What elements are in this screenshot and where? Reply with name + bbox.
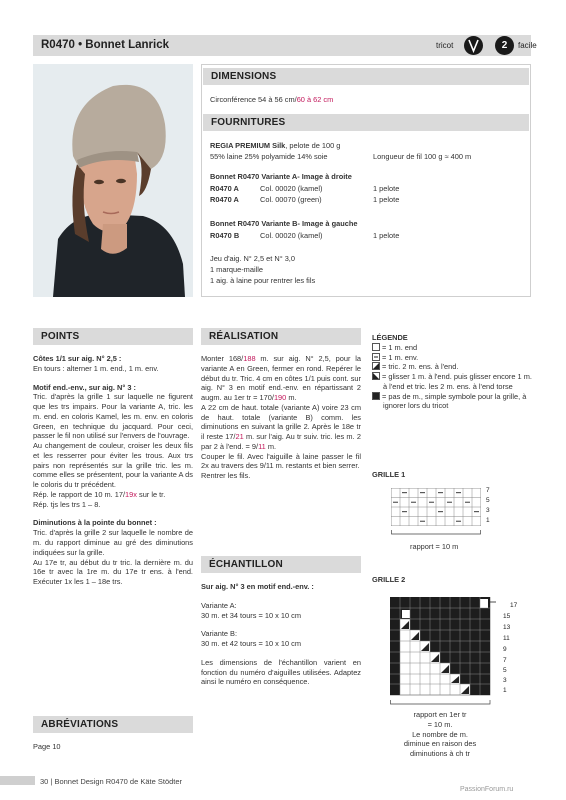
motif-text-2: Au changement de couleur, croiser les deux fils et les resserrer pour éviter les trous. Aux trs pairs non représentés sur la grille tric. les m. comme elles se présentent, pour la variante A ds le coloris du tr précédent. <box>33 441 193 490</box>
echantillon-section <box>201 556 361 687</box>
variant-a-row-1-qty: 1 pelote <box>373 184 400 193</box>
diminutions-text-2: Au 17e tr, au début du tr tric. la dernière m. du 16e tr avec la 1re m. du 17e tr ens. à l'end. Exécuter 1x les 1 – 18e trs. <box>33 557 193 587</box>
needles-text: Jeu d'aig. N° 2,5 et N° 3,0 <box>210 254 295 263</box>
k2tog-symbol-icon <box>372 362 380 370</box>
wool-needle-text: 1 aig. à laine pour rentrer les fils <box>210 276 316 285</box>
legend-item-knit: = 1 m. end <box>372 343 532 353</box>
grille2-bracket <box>390 700 491 708</box>
echantillon-var-a-value: 30 m. et 34 tours = 10 x 10 cm <box>201 610 302 620</box>
dimensions-heading: DIMENSIONS <box>203 68 529 85</box>
grille1-bracket <box>391 530 481 538</box>
diminutions-title: Diminutions à la pointe du bonnet : <box>33 518 157 528</box>
motif-repeat-2: Rép. tjs les trs 1 – 8. <box>33 499 101 509</box>
grille2-row-9: 9 <box>503 646 507 653</box>
grille2-row-17: 17 <box>510 602 518 609</box>
difficulty-label: facile <box>518 41 537 50</box>
cotes-title: Côtes 1/1 sur aig. N° 2,5 : <box>33 354 122 363</box>
legend-item-ssk: = glisser 1 m. à l'end. puis glisser encore 1 m. à l'end et tric. les 2 m. ens. à l'end torse <box>372 372 532 392</box>
variant-a-row-1-code: R0470 A <box>210 184 239 193</box>
info-box <box>201 64 531 297</box>
yarn-composition: 55% laine 25% polyamide 14% soie <box>210 152 328 161</box>
footer-bar <box>0 776 35 785</box>
echantillon-var-b-label: Variante B: <box>201 629 238 639</box>
dimensions-text: Circonférence 54 à 56 cm/60 à 62 cm <box>210 95 334 104</box>
grille2-caption: rapport en 1er tr = 10 m. Le nombre de m. diminue en raison des diminutions à ch tr <box>403 710 477 759</box>
realisation-column <box>201 328 361 481</box>
realisation-p4: Rentrer les fils. <box>201 471 251 481</box>
pattern-title: R0470 • Bonnet Lanrick <box>41 39 170 51</box>
grille2-row-13: 13 <box>503 624 511 631</box>
grille1-caption: rapport = 10 m <box>410 542 459 551</box>
grille2-heading: GRILLE 2 <box>372 575 406 584</box>
motif-text-1: Tric. d'après la grille 1 sur laquelle ne figurent que les trs impairs. Pour la variante A, tric. les m. end. en coloris Kamel, les m. env. en coloris Green, en technique du jacquard. Pour ceci, passer le fil non utilisé sur l'envers de l'ouvrage. <box>33 392 193 441</box>
echantillon-var-b-value: 30 m. et 42 tours = 10 x 10 cm <box>201 639 302 649</box>
footer-text: 30 | Bonnet Design R0470 de Käte Stödter <box>40 777 183 786</box>
cotes-text: En tours : alterner 1 m. end., 1 m. env. <box>33 363 159 373</box>
legende-section <box>372 333 532 411</box>
abreviations-text: Page 10 <box>33 742 61 751</box>
grille2-row-1: 1 <box>503 687 507 694</box>
motif-title: Motif end.-env., sur aig. N° 3 : <box>33 382 137 392</box>
motif-repeat: Rép. le rapport de 10 m. 17/19x sur le tr. <box>33 489 166 499</box>
technique-label: tricot <box>436 41 454 50</box>
points-column <box>33 328 193 587</box>
grille1-chart <box>391 488 481 526</box>
variant-a-row-2-code: R0470 A <box>210 195 239 204</box>
realisation-p2: A 22 cm de haut. totale (variante A) voire 23 cm de haut. totale (variante B) comm. les diminutions en suivant la grille 2. Après le 18e tr il reste 17/21 m. sur l'aig. Au tr suiv. tric. les m. 2 par 2 à l'end. = 9/11 m. <box>201 402 361 451</box>
realisation-heading: RÉALISATION <box>201 328 361 345</box>
grille2-row-5: 5 <box>503 667 507 674</box>
ssk-symbol-icon <box>372 372 380 380</box>
variant-b-title: Bonnet R0470 Variante B- Image à gauche <box>210 219 358 228</box>
no-stitch-symbol-icon <box>372 392 380 400</box>
variant-b-row-1-color: Col. 00020 (kamel) <box>260 231 323 240</box>
grille2-row-15: 15 <box>503 613 511 620</box>
grille1-row-3: 3 <box>486 507 490 514</box>
grille1-row-7: 7 <box>486 487 490 494</box>
grille2-row-3: 3 <box>503 677 507 684</box>
grille2-chart <box>390 597 500 697</box>
echantillon-subtitle: Sur aig. N° 3 en motif end.-env. : <box>201 582 314 591</box>
yarn-length: Longueur de fil 100 g ≈ 400 m <box>373 152 472 161</box>
variant-a-row-2-qty: 1 pelote <box>373 195 400 204</box>
echantillon-var-a-label: Variante A: <box>201 600 237 610</box>
grille2-row-7: 7 <box>503 657 507 664</box>
grille1-heading: GRILLE 1 <box>372 470 406 479</box>
echantillon-heading: ÉCHANTILLON <box>201 556 361 573</box>
variant-b-row-1-code: R0470 B <box>210 231 240 240</box>
legend-item-purl: = 1 m. env. <box>372 353 532 363</box>
legende-heading: LÉGENDE <box>372 333 408 342</box>
watermark: PassionForum.ru <box>460 786 514 793</box>
points-heading: POINTS <box>33 328 193 345</box>
grille1-row-1: 1 <box>486 517 490 524</box>
abreviations-heading: ABRÉVIATIONS <box>33 716 193 733</box>
purl-symbol-icon <box>372 353 380 361</box>
diminutions-text-1: Tric. d'après la grille 2 sur laquelle le nombre de m. du rapport diminue au gré des diminutions indiquées sur la grille. <box>33 528 193 557</box>
knit-symbol-icon <box>372 343 380 351</box>
model-photo <box>33 64 193 297</box>
grille2-row-11: 11 <box>503 635 510 642</box>
variant-a-row-2-color: Col. 00070 (green) <box>260 195 322 204</box>
fournitures-heading: FOURNITURES <box>203 114 529 131</box>
legend-item-no-stitch: = pas de m., simple symbole pour la grille, à ignorer lors du tricot <box>372 392 532 412</box>
variant-a-title: Bonnet R0470 Variante A- Image à droite <box>210 172 352 181</box>
grille1-row-5: 5 <box>486 497 490 504</box>
variant-a-row-1-color: Col. 00020 (kamel) <box>260 184 323 193</box>
variant-b-row-1-qty: 1 pelote <box>373 231 400 240</box>
difficulty-badge: 2 <box>495 36 514 55</box>
realisation-p3: Couper le fil. Avec l'aiguille à laine passer le fil 2x au travers des 9/11 m. restants et bien serrer. <box>201 451 361 471</box>
realisation-p1: Monter 168/188 m. sur aig. N° 2,5, pour la variante A en Green, fermer en rond. Repérer le début du tr. Tric. 4 cm en côtes 1/1 puis cont. sur aig. N° 3 en motif end.-env. en répartissant 2 augm. au 1er tr = 170/190 m. <box>201 354 361 403</box>
abreviations-section <box>33 716 193 752</box>
marker-text: 1 marque-maille <box>210 265 263 274</box>
title-bar <box>33 35 537 56</box>
yarn-line: REGIA PREMIUM Silk, pelote de 100 g <box>210 141 341 150</box>
echantillon-note: Les dimensions de l'échantillon varient en fonction du numéro d'aiguilles utilisées. Adaptez ainsi le numéro en conséquence. <box>201 657 361 687</box>
knitting-needles-icon <box>464 36 483 55</box>
legend-item-k2tog: = tric. 2 m. ens. à l'end. <box>372 362 532 372</box>
